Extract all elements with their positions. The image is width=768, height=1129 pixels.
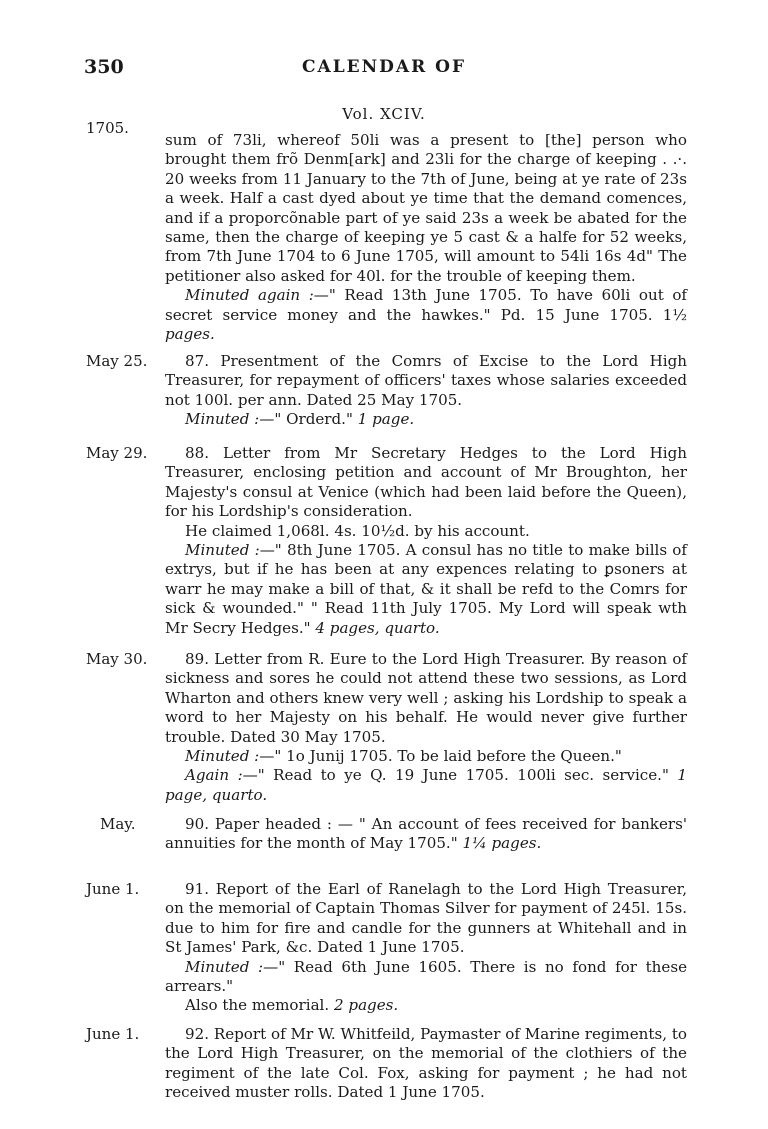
- entry-text: 89. Letter from R. Eure to the Lord High Treasurer. By reason of sickness and sores he could not attend these two sessions, as Lord Wharton and others knew very well ; asking his Lordship to speak a word to her Majesty on his behalf. He would never give further trouble. Dated 30 May 1705.: [165, 650, 687, 746]
- entry-text: [165, 996, 687, 1015]
- entry-91: [165, 880, 687, 1016]
- minute-note: [165, 541, 687, 638]
- entry-continuation: [165, 131, 687, 344]
- entry-text-body: Also the memorial.: [185, 996, 334, 1015]
- minute-label: Again :—: [185, 766, 258, 785]
- entry-text: He claimed 1,068l. 4s. 10½d. by his account.: [185, 521, 530, 540]
- entry-date: May 25.: [86, 352, 148, 370]
- minute-text: " 1o Junij 1705. To be laid before the Queen.": [274, 747, 622, 766]
- entry-text: sum of 73li, whereof 50li was a present to [the] person who brought them frõ Denm[ark] and 23li for the charge of keeping . .·. 20 weeks from 11 January to the 7th of June, being at ye rate of 23s a week. Half a cast dyed about ye time that the demand comences, and if a proporcõnable part of ye said 23s a week be abated for the same, then the charge of keeping ye 5 cast & a halfe for 52 weeks, from 7th June 1704 to 6 June 1705, will amount to 54li 16s 4d" The petitioner also asked for 40l. for the trouble of keeping them.: [165, 131, 687, 285]
- entry-text: 88. Letter from Mr Secretary Hedges to the Lord High Treasurer, enclosing petition and account of Mr Broughton, her Majesty's consul at Venice (which had been laid before the Queen), for his Lordship's consideration.: [165, 444, 687, 521]
- page-count: 4 pages, quarto.: [315, 618, 440, 637]
- minute-text: " Read 13th June 1705. To have 60li out of secret service money and the hawkes." Pd. 15 June 1705. 1½: [165, 286, 687, 324]
- entry-date: May 30.: [86, 650, 148, 668]
- minute-note: [165, 958, 687, 997]
- entry-87: [165, 352, 687, 430]
- entry-text: 92. Report of Mr W. Whitfeild, Paymaster of Marine regiments, to the Lord High Treasurer, on the memorial of the clothiers of the regiment of the late Col. Fox, asking for payment ; he had not received muster rolls. Dated 1 June 1705.: [165, 1025, 687, 1102]
- entry-90: [165, 815, 687, 854]
- entry-text: 91. Report of the Earl of Ranelagh to the Lord High Treasurer, on the memorial of Captain Thomas Silver for payment of 245l. 15s. due to him for fire and candle for the gunners at Whitehall and in St James' Park, &c. Dated 1 June 1705.: [165, 880, 687, 957]
- page-count: 2 pages.: [334, 996, 399, 1015]
- minute-text: " Read 6th June 1605. There is no fond for these arrears.": [165, 957, 687, 996]
- minute-note: [165, 286, 687, 344]
- entry-date: May 29.: [86, 444, 148, 462]
- page-count: 1¼ pages.: [462, 834, 542, 853]
- entry-date: June 1.: [86, 1025, 140, 1043]
- entry-date: May.: [100, 815, 136, 833]
- year-margin: 1705.: [86, 119, 129, 137]
- minute-text: " Read to ye Q. 19 June 1705. 100li sec. service.": [257, 766, 678, 785]
- minute-note: [165, 410, 687, 429]
- minute-text: " Orderd.": [274, 410, 358, 429]
- entry-date: June 1.: [86, 880, 140, 898]
- minute-label: Minuted again :—: [185, 286, 329, 305]
- page-count: 1 page.: [357, 410, 415, 429]
- minute-label: Minuted :—: [185, 957, 279, 976]
- minute-note: [165, 766, 687, 805]
- entry-88: [165, 444, 687, 638]
- volume-label: Vol. XCIV.: [342, 105, 426, 123]
- entry-92: [165, 1025, 687, 1103]
- minute-text: " 8th June 1705. A consul has no title to make bills of extrys, but if he has been at any expences relating to ꝑsoners at warr he may make a bill of that, & it shall be refd to the Comrs for sick & wounded." " Read 11th July 1705. My Lord will speak wth Mr Secry Hedges.": [165, 541, 687, 637]
- minute-note: [165, 747, 687, 766]
- entry-text: [165, 815, 687, 854]
- running-title: CALENDAR OF: [301, 57, 467, 77]
- minute-label: Minuted :—: [185, 541, 275, 560]
- minute-label: Minuted :—: [185, 410, 275, 429]
- page-count: pages.: [165, 325, 215, 344]
- entry-89: [165, 650, 687, 805]
- page-count: 1 page, quarto.: [165, 766, 687, 804]
- minute-label: Minuted :—: [185, 747, 275, 766]
- entry-text: 87. Presentment of the Comrs of Excise to the Lord High Treasurer, for repayment of officers' taxes whose salaries exceeded not 100l. per ann. Dated 25 May 1705.: [165, 352, 687, 409]
- page-number: 350: [84, 56, 124, 78]
- entry-text-body: 90. Paper headed : — " An account of fees received for bankers' annuities for the month of May 1705.": [165, 815, 687, 853]
